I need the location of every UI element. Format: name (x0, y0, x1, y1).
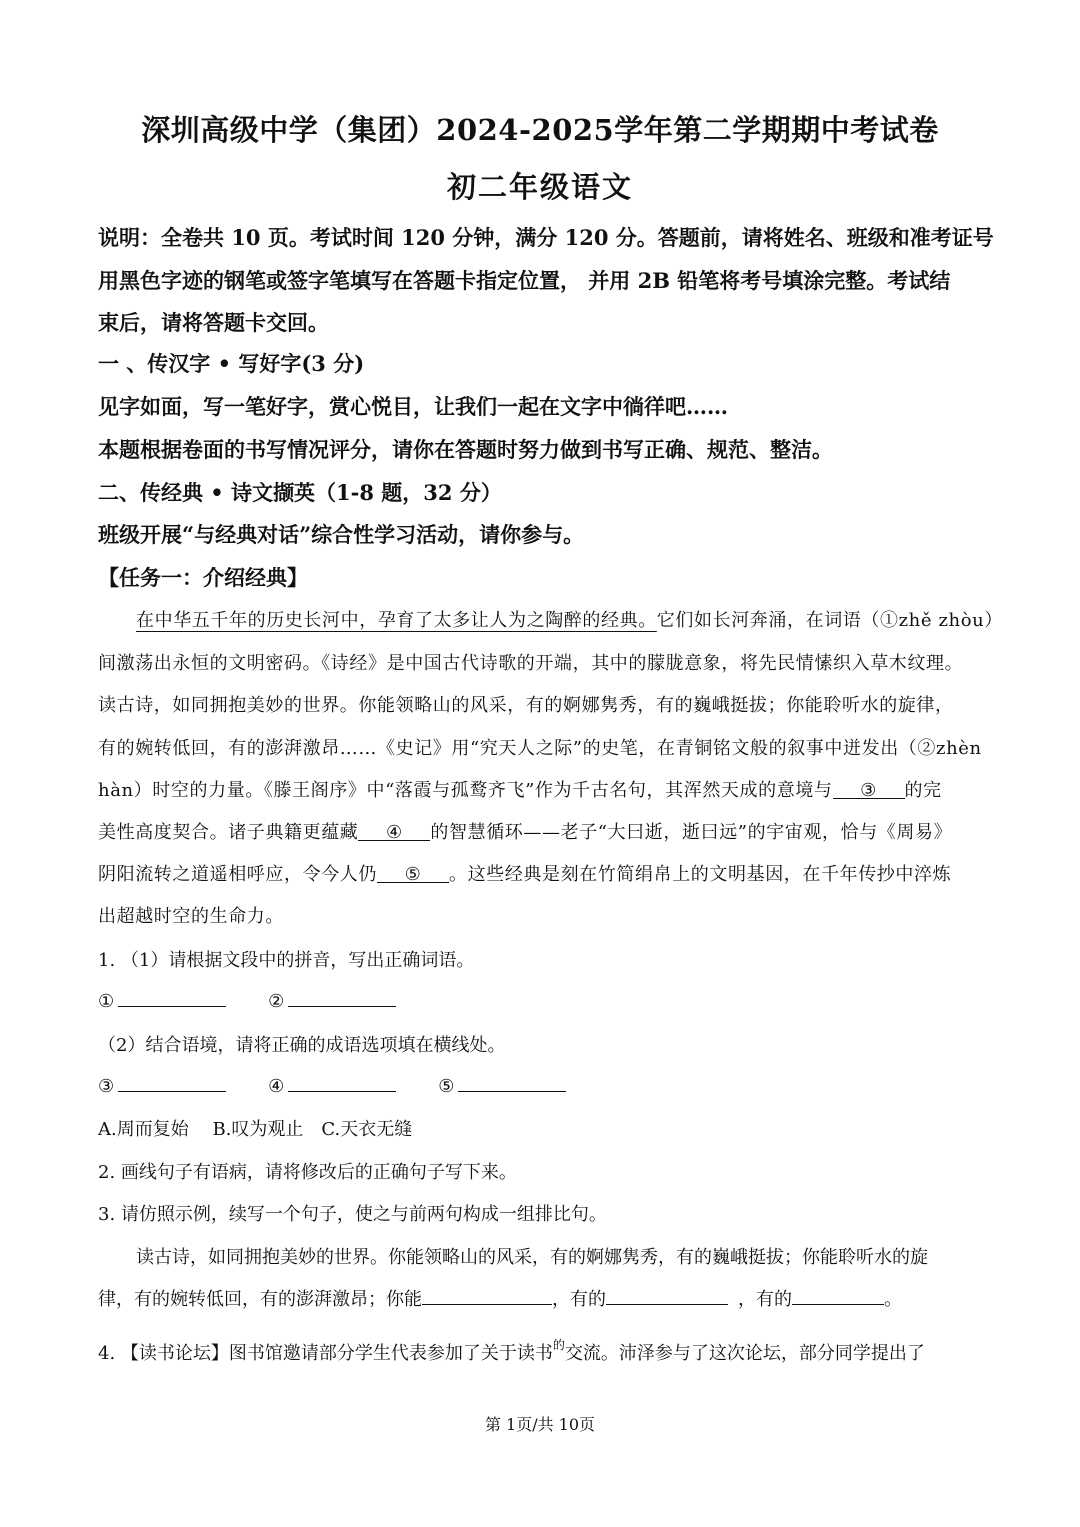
mark-2: ② (268, 991, 285, 1012)
question-4-text-rest: 交流。沛泽参与了这次论坛，部分同学提出了 (564, 1343, 925, 1364)
section-2-heading: 二、传经典 • 诗文撷英（1-8 题，32 分） (98, 480, 502, 505)
section-1-text-2: 本题根据卷面的书写情况评分，请你在答题时努力做到书写正确、规范、整洁。 (98, 437, 833, 462)
passage-line-3: 读古诗，如同拥抱美妙的世界。你能领略山的风采，有的婀娜隽秀，有的巍峨挺拔；你能聆听水的旋律， (98, 695, 954, 716)
answer-blank-5[interactable] (458, 1073, 566, 1092)
passage-line-5-text: hàn）时空的力量。《滕王阁序》中“落霞与孤鹜齐飞”作为千古名句，其浑然天成的意境与 (98, 780, 833, 801)
passage-line-6 (98, 818, 982, 844)
blank-5[interactable]: ⑤ (377, 866, 449, 883)
exam-subtitle: 初二年级语文 (446, 170, 633, 204)
mark-1: ① (98, 991, 115, 1012)
passage-line-7-text: 阴阳流转之道遥相呼应，令今人仍 (98, 864, 377, 885)
q3-example-text: 律，有的婉转低回，有的澎湃激昂；你能 (98, 1289, 422, 1310)
question-2: 2. 画线句子有语病，请将修改后的正确句子写下来。 (98, 1162, 517, 1183)
blank-3[interactable]: ③ (833, 782, 905, 799)
q3-blank-2[interactable] (606, 1288, 728, 1305)
passage-line-7-end: 。这些经典是刻在竹简绢帛上的文明基因，在千年传抄中淬炼 (449, 864, 952, 885)
passage-line-5 (98, 776, 982, 802)
mark-3: ③ (98, 1076, 115, 1097)
passage-line-7 (98, 860, 982, 886)
underlined-sentence: 在中华五千年的历史长河中，孕育了太多让人为之陶醉的经典。 (136, 610, 657, 631)
answer-blank-2[interactable] (288, 988, 396, 1007)
passage-line-6-end: 的智慧循环——老子“大曰逝，逝曰远”的宇宙观，恰与《周易》 (430, 822, 953, 843)
q3-example-line-2 (98, 1285, 982, 1311)
passage-line-8: 出超越时空的生命力。 (98, 906, 284, 927)
exam-title: 深圳高级中学（集团）2024-2025学年第二学期期中考试卷 (141, 113, 939, 147)
answer-blank-3[interactable] (118, 1073, 226, 1092)
question-4-text: 4. 【读书论坛】图书馆邀请部分学生代表参加了关于读书 (98, 1343, 553, 1364)
q3-example-youde-1: ，有的 (552, 1289, 606, 1310)
options-line: A.周而复始 B.叹为观止 C.天衣无缝 (98, 1119, 413, 1140)
answer-row-1 (98, 988, 982, 1012)
passage-line-4: 有的婉转低回，有的澎湃激昂……《史记》用“究天人之际”的史笔，在青铜铭文般的叙事中迸发出（②zhèn (98, 738, 982, 759)
passage-line-2: 间激荡出永恒的文明密码。《诗经》是中国古代诗歌的开端，其中的朦胧意象，将先民情愫织入草木纹理。 (98, 653, 964, 674)
blank-4[interactable]: ④ (358, 824, 430, 841)
mark-5: ⑤ (438, 1076, 455, 1097)
question-4 (98, 1336, 982, 1365)
section-2-intro: 班级开展“与经典对话”综合性学习活动，请你参与。 (98, 522, 585, 547)
mark-4: ④ (268, 1076, 285, 1097)
passage-line-6-text: 美性高度契合。诸子典籍更蕴藏 (98, 822, 359, 843)
passage-line-5-end: 的完 (904, 780, 942, 801)
q3-example-youde-2: ，有的 (738, 1289, 792, 1310)
passage-line-1-rest: 它们如长河奔涌，在词语（①zhě zhòu） (656, 610, 1003, 631)
passage-line-1 (136, 606, 1003, 632)
section-1-text-1: 见字如面，写一笔好字，赏心悦目，让我们一起在文字中徜徉吧…… (98, 394, 728, 419)
q3-example-line-1: 读古诗，如同拥抱美妙的世界。你能领略山的风采，有的婀娜隽秀，有的巍峨挺拔；你能聆听水的旋 (136, 1247, 928, 1268)
answer-row-2 (98, 1073, 982, 1097)
question-3: 3. 请仿照示例，续写一个句子，使之与前两句构成一组排比句。 (98, 1204, 607, 1225)
q3-blank-1[interactable] (422, 1288, 552, 1305)
answer-blank-4[interactable] (288, 1073, 396, 1092)
answer-blank-1[interactable] (118, 988, 226, 1007)
instructions-line-1: 说明：全卷共 10 页。考试时间 120 分钟，满分 120 分。答题前，请将姓名、班级和准考证号 (98, 225, 994, 250)
question-1-2: （2）结合语境，请将正确的成语选项填在横线处。 (98, 1035, 506, 1056)
instructions-line-2: 用黑色字迹的钢笔或签字笔填写在答题卡指定位置， 并用 2B 铅笔将考号填涂完整。考试结 (98, 268, 951, 293)
question-4-superscript: 的 (552, 1338, 565, 1352)
task-1-heading: 【任务一：介绍经典】 (98, 565, 308, 590)
q3-example-period: 。 (884, 1289, 902, 1310)
page-footer: 第 1页/共 10页 (484, 1415, 596, 1434)
instructions-line-3: 束后，请将答题卡交回。 (98, 310, 329, 335)
q3-blank-3[interactable] (792, 1288, 884, 1305)
section-1-heading: 一 、传汉字 • 写好字(3 分) (98, 351, 365, 376)
question-1-1: 1. （1）请根据文段中的拼音，写出正确词语。 (98, 950, 475, 971)
